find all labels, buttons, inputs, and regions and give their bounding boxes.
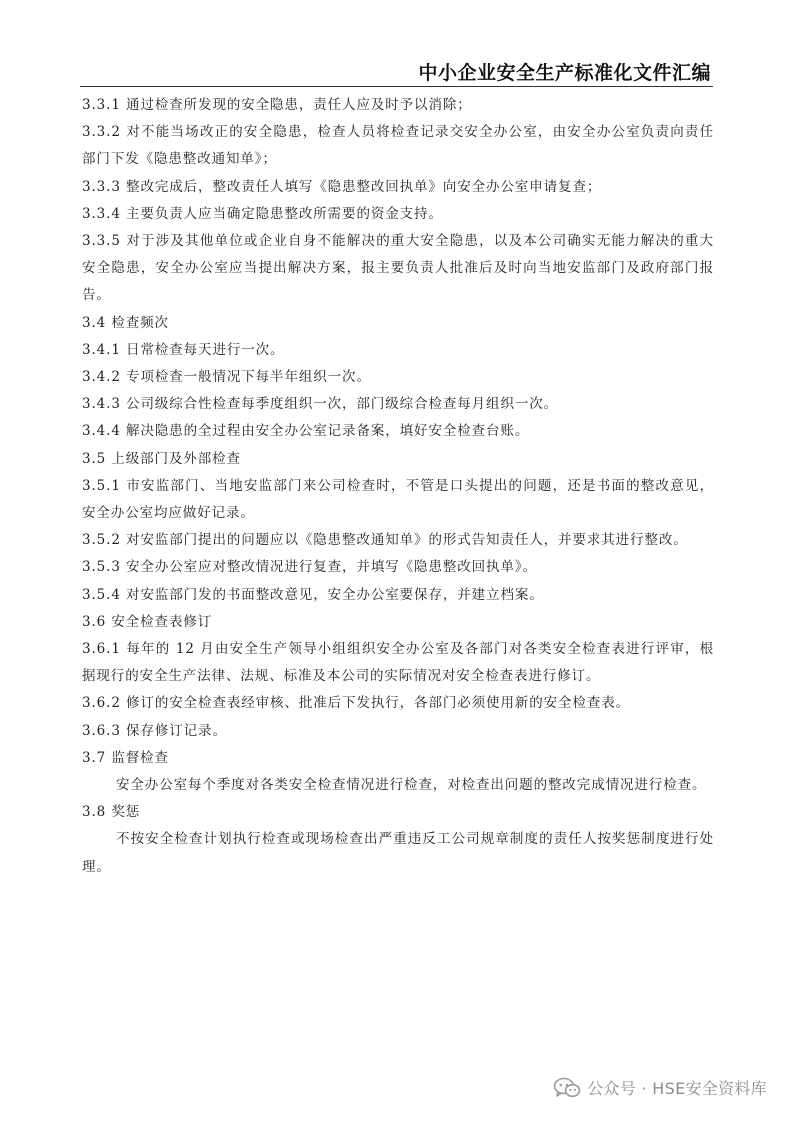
document-header-title: 中小企业安全生产标准化文件汇编 [418, 62, 711, 84]
header-divider [80, 86, 713, 87]
wechat-icon [553, 1077, 581, 1099]
document-body [82, 92, 714, 881]
paragraph: 3.3.5 对于涉及其他单位或企业自身不能解决的重大安全隐患，以及本公司确实无能力解决的重大安全隐患，安全办公室应当提出解决方案，报主要负责人批准后及时向当地安监部门及政府部门报告。 [82, 233, 714, 304]
paragraph: 3.6.1 每年的 12 月由安全生产领导小组组织安全办公室及各部门对各类安全检查表进行评审，根据现行的安全生产法律、法规、标准及本公司的实际情况对安全检查表进行修订。 [82, 641, 714, 685]
paragraph: 3.4.2 专项检查一般情况下每半年组织一次。 [82, 369, 371, 386]
paragraph: 3.3.2 对不能当场改正的安全隐患，检查人员将检查记录交安全办公室，由安全办公室负责向责任部门下发《隐患整改通知单》； [82, 124, 714, 168]
paragraph: 3.6.3 保存修订记录。 [82, 722, 227, 739]
paragraph: 3.6 安全检查表修订 [82, 613, 213, 630]
paragraph: 3.4 检查频次 [82, 314, 169, 331]
paragraph: 3.5.1 市安监部门、当地安监部门来公司检查时，不管是口头提出的问题，还是书面的整改意见，安全办公室均应做好记录。 [82, 477, 714, 522]
paragraph: 3.8 奖惩 [82, 804, 141, 821]
paragraph: 3.4.3 公司级综合性检查每季度组织一次，部门级综合检查每月组织一次。 [82, 396, 559, 413]
paragraph: 3.4.1 日常检查每天进行一次。 [82, 341, 285, 358]
paragraph: 3.3.3 整改完成后，整改责任人填写《隐患整改回执单》向安全办公室申请复查； [82, 178, 602, 195]
watermark [553, 1076, 767, 1099]
paragraph: 3.3.4 主要负责人应当确定隐患整改所需要的资金支持。 [82, 205, 443, 222]
paragraph: 3.7 监督检查 [82, 749, 169, 766]
paragraph: 不按安全检查计划执行检查或现场检查出严重违反工公司规章制度的责任人按奖惩制度进行处理。 [82, 831, 714, 875]
paragraph: 3.5 上级部门及外部检查 [82, 450, 241, 467]
paragraph: 3.6.2 修订的安全检查表经审核、批准后下发执行，各部门必须使用新的安全检查表。 [82, 695, 631, 712]
paragraph: 3.3.1 通过检查所发现的安全隐患，责任人应及时予以消除； [82, 97, 472, 113]
paragraph: 3.5.2 对安监部门提出的问题应以《隐患整改通知单》的形式告知责任人，并要求其进行整改。 [82, 532, 688, 549]
paragraph: 3.5.3 安全办公室应对整改情况进行复查，并填写《隐患整改回执单》。 [82, 559, 537, 576]
paragraph: 3.5.4 对安监部门发的书面整改意见，安全办公室要保存，并建立档案。 [82, 586, 544, 603]
paragraph: 安全办公室每个季度对各类安全检查情况进行检查，对检查出问题的整改完成情况进行检查。 [116, 777, 707, 794]
paragraph: 3.4.4 解决隐患的全过程由安全办公室记录备案，填好安全检查台账。 [82, 423, 530, 440]
watermark-text: 公众号 · HSE安全资料库 [587, 1079, 767, 1098]
